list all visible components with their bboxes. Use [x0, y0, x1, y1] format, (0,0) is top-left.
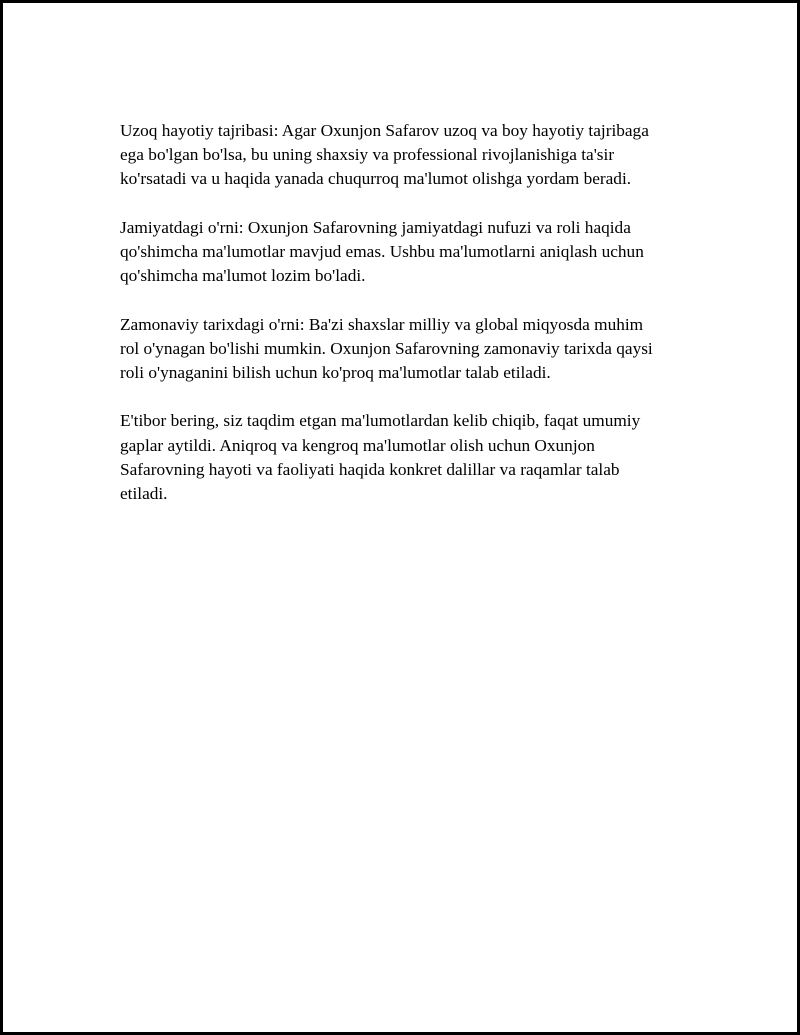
- paragraph-society-role: Jamiyatdagi o'rni: Oxunjon Safarovning jamiyatdagi nufuzi va roli haqida qo'shimcha ma'lumotlar mavjud emas. Ushbu ma'lumotlarni aniqlash uchun qo'shimcha ma'lumot lozim bo'ladi.: [120, 217, 644, 286]
- paragraph-life-experience: Uzoq hayotiy tajribasi: Agar Oxunjon Safarov uzoq va boy hayotiy tajribaga ega bo'lgan bo'lsa, bu uning shaxsiy va professional rivojlanishiga ta'sir ko'rsatadi va u haqida yanada chuqurroq ma'lumot olishga yordam beradi.: [120, 121, 649, 189]
- paragraph-modern-history-role: Zamonaviy tarixdagi o'rni: Ba'zi shaxslar milliy va global miqyosda muhim rol o'ynagan bo'lishi mumkin. Oxunjon Safarovning zamonaviy tarixda qaysi roli o'ynaganini bilish uchun ko'proq ma'lumotlar talab etiladi.: [120, 314, 653, 382]
- paragraph-note: E'tibor bering, siz taqdim etgan ma'lumotlardan kelib chiqib, faqat umumiy gaplar aytildi. Aniqroq va kengroq ma'lumotlar olish uchun Oxunjon Safarovning hayoti va faoliyati haqida konkret dalillar va raqamlar talab etiladi.: [120, 411, 641, 503]
- document-body: [120, 119, 700, 530]
